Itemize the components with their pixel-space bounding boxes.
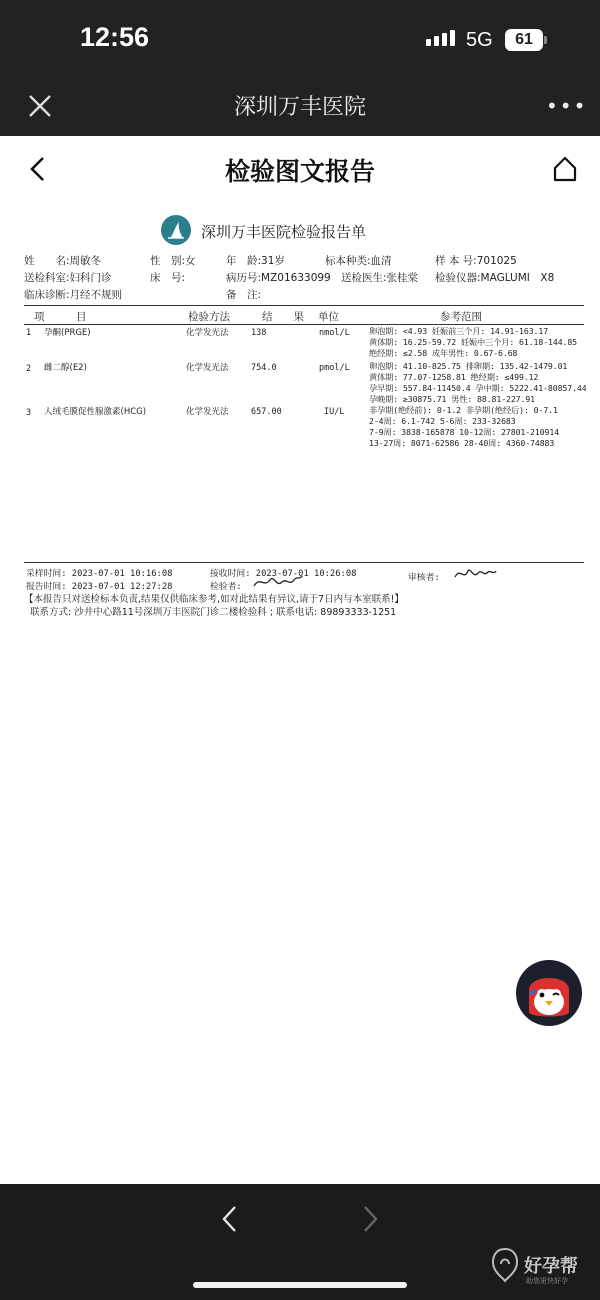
examiner-signature bbox=[252, 570, 304, 592]
forward-arrow-icon[interactable] bbox=[362, 1204, 380, 1234]
report-time: 报告时间: 2023-07-01 12:27:28 bbox=[26, 582, 173, 592]
patient-sex: 性 别:女 bbox=[150, 255, 196, 267]
status-time: 12:56 bbox=[80, 22, 150, 52]
watermark-logo-icon bbox=[490, 1246, 520, 1284]
examiner-label: 检验者: bbox=[210, 582, 242, 592]
divider bbox=[24, 305, 584, 306]
reviewer-label: 审核者: bbox=[408, 573, 440, 583]
patient-age: 年 龄:31岁 bbox=[226, 255, 285, 267]
divider bbox=[24, 324, 584, 325]
contact-info: 联系方式: 沙井中心路11号深圳万丰医院门诊二楼检验科 ; 联系电话: 89893333-1251 bbox=[30, 607, 397, 618]
battery-tip bbox=[544, 36, 547, 44]
specimen-type: 标本种类:血清 bbox=[325, 255, 392, 267]
lab-report-image bbox=[24, 208, 587, 628]
clinical-diagnosis: 临床诊断:月经不规则 bbox=[24, 289, 123, 301]
sample-time: 采样时间: 2023-07-01 10:16:08 bbox=[26, 569, 173, 579]
watermark-name: 好孕帮 bbox=[524, 1256, 578, 1277]
test-result: 754.0 bbox=[251, 363, 277, 373]
reference-line: 孕晚期: ≥30875.71 男性: 88.81-227.91 bbox=[369, 394, 535, 404]
disclaimer: 【本报告只对送检标本负责,结果仅供临床参考,如对此结果有异议,请于7日内与本室联系!】 bbox=[24, 594, 404, 605]
reference-line: 孕早期: 557.84-11450.4 孕中期: 5222.41-80857.44 bbox=[369, 383, 587, 393]
reference-line: 黄体期: 16.25-59.72 妊娠中三个月: 61.18-144.85 bbox=[369, 337, 578, 347]
instrument: 检验仪器:MAGLUMI X8 bbox=[435, 272, 555, 284]
header-method: 检验方法 bbox=[188, 311, 230, 323]
test-name: 孕酮(PRGE) bbox=[44, 328, 91, 338]
remark: 备 注: bbox=[226, 289, 262, 301]
mascot-assistant-button[interactable] bbox=[516, 960, 582, 1026]
sample-number: 样 本 号:701025 bbox=[435, 255, 517, 267]
reference-line: 2-4周: 6.1-742 5-6周: 233-32683 bbox=[369, 416, 516, 426]
receive-time: 接收时间: 2023-07-01 10:26:08 bbox=[210, 569, 357, 579]
reference-line: 卵泡期: 41.10-825.75 排卵期: 135.42-1479.01 bbox=[369, 361, 568, 371]
test-result: 657.00 bbox=[251, 407, 282, 417]
top-nav-bar bbox=[0, 80, 600, 136]
test-method: 化学发光法 bbox=[186, 407, 229, 417]
home-icon[interactable] bbox=[553, 156, 577, 182]
test-unit: IU/L bbox=[324, 407, 345, 417]
department: 送检科室:妇科门诊 bbox=[24, 272, 112, 284]
status-bar bbox=[0, 0, 600, 80]
bed-number: 床 号: bbox=[150, 272, 186, 284]
divider bbox=[24, 562, 584, 563]
reference-line: 黄体期: 77.07-1258.81 绝经期: ≤499.12 bbox=[369, 372, 539, 382]
penguin-mascot-icon bbox=[516, 960, 582, 1026]
battery-icon: 61 bbox=[505, 29, 543, 51]
back-arrow-icon[interactable] bbox=[220, 1204, 238, 1234]
reference-line: 卵泡期: <4.93 妊娠前三个月: 14.91-163.17 bbox=[369, 326, 549, 336]
network-type: 5G bbox=[466, 29, 493, 51]
test-method: 化学发光法 bbox=[186, 328, 229, 338]
header-reference: 参考范围 bbox=[440, 311, 482, 323]
nav-title: 深圳万丰医院 bbox=[233, 95, 366, 120]
bottom-bar bbox=[0, 1184, 600, 1300]
header-unit: 单位 bbox=[318, 311, 339, 323]
test-unit: nmol/L bbox=[319, 328, 350, 338]
home-indicator[interactable] bbox=[193, 1282, 407, 1288]
report-title: 深圳万丰医院检验报告单 bbox=[201, 223, 367, 241]
doctor: 送检医生:张桂棠 bbox=[341, 272, 419, 284]
more-options-icon[interactable]: ••• bbox=[546, 94, 588, 118]
reference-line: 7-9周: 3838-165878 10-12周: 27801-210914 bbox=[369, 427, 560, 437]
reference-line: 13-27周: 8071-62586 28-40周: 4360-74883 bbox=[369, 438, 555, 448]
test-method: 化学发光法 bbox=[186, 363, 229, 373]
medical-record-number: 病历号:MZ01633099 bbox=[226, 272, 331, 284]
header-item: 项 目 bbox=[34, 311, 87, 323]
test-name: 人绒毛膜促性腺激素(HCG) bbox=[44, 407, 147, 417]
hospital-logo-icon bbox=[160, 214, 192, 246]
reviewer-signature bbox=[452, 563, 498, 585]
reference-line: 绝经期: ≤2.58 成年男性: 0.67-6.68 bbox=[369, 348, 518, 358]
page-title: 检验图文报告 bbox=[224, 157, 375, 186]
watermark-slogan: 助您更快好孕 bbox=[526, 1277, 568, 1285]
reference-line: 非孕期(绝经前): 0-1.2 非孕期(绝经后): 0-7.1 bbox=[369, 405, 558, 415]
header-result: 结 果 bbox=[262, 311, 304, 323]
test-result: 138 bbox=[251, 328, 267, 338]
row-number: 1 bbox=[26, 328, 32, 338]
test-name: 雌二醇(E2) bbox=[44, 363, 87, 373]
row-number: 3 bbox=[26, 408, 32, 418]
report-page bbox=[0, 136, 600, 1184]
cellular-signal-icon bbox=[426, 30, 455, 46]
patient-name: 姓 名:周敏冬 bbox=[24, 255, 102, 267]
test-unit: pmol/L bbox=[319, 363, 350, 373]
row-number: 2 bbox=[26, 364, 32, 374]
